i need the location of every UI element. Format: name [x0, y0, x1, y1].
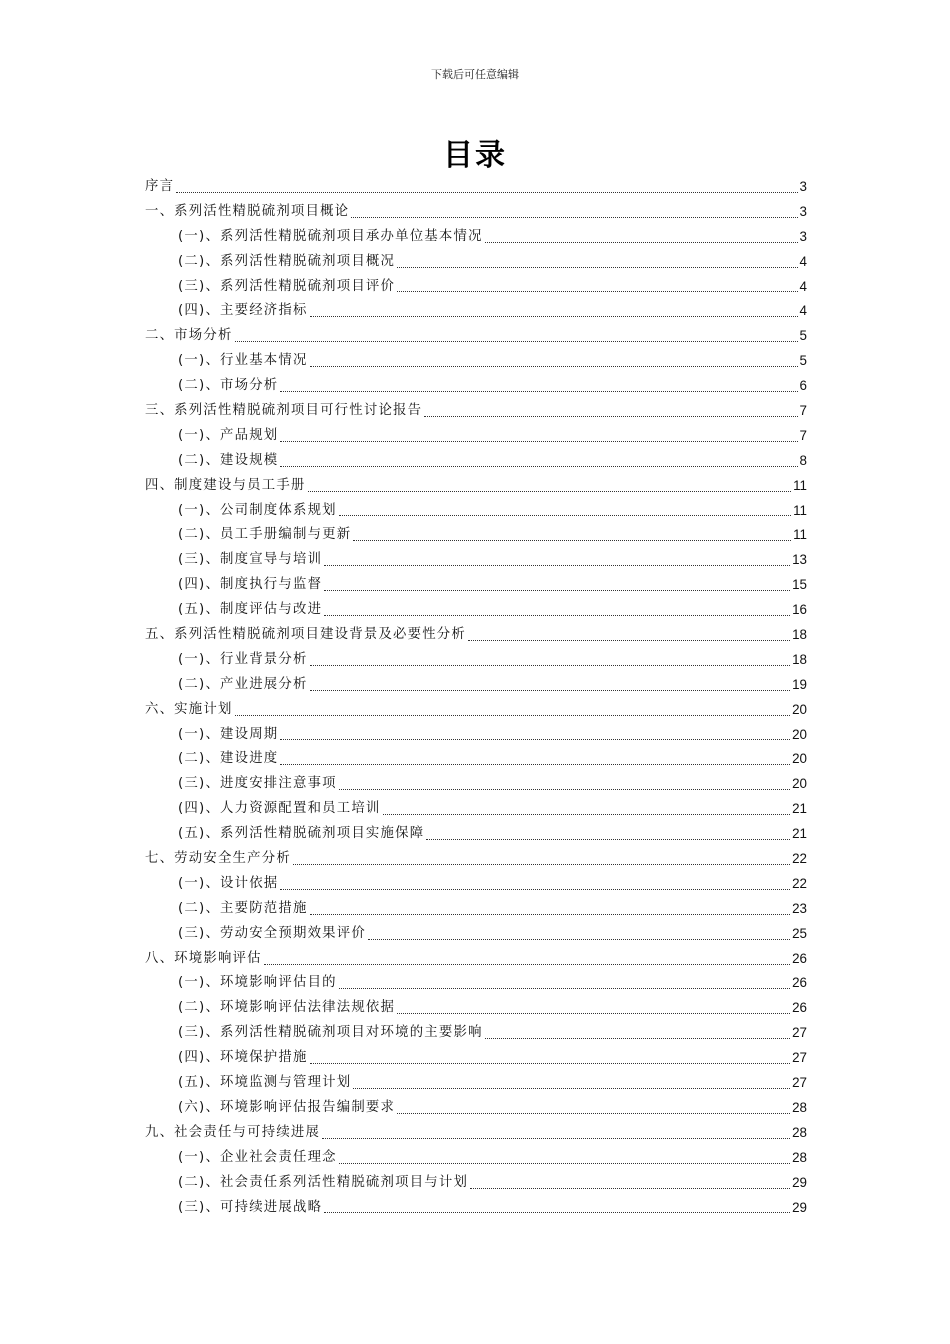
toc-page-number: 20: [792, 751, 807, 767]
toc-entry[interactable]: [145, 623, 807, 648]
toc-page-number: 4: [799, 303, 807, 319]
toc-entry[interactable]: [145, 1121, 807, 1146]
toc-page-number: 29: [792, 1199, 807, 1215]
toc-entry-label: (二)、建设进度: [178, 751, 279, 767]
toc-dot-leader: [176, 192, 797, 193]
toc-entry-label: 三、系列活性精脱硫剂项目可行性讨论报告: [145, 403, 423, 418]
toc-page-number: 23: [792, 900, 807, 916]
toc-entry-label: (三)、系列活性精脱硫剂项目评价: [178, 278, 396, 294]
toc-page-number: 19: [792, 676, 807, 692]
toc-dot-leader: [397, 267, 797, 268]
toc-entry[interactable]: [145, 548, 807, 573]
toc-entry-label: (一)、行业基本情况: [178, 353, 308, 369]
toc-entry[interactable]: [145, 250, 807, 275]
toc-dot-leader: [310, 914, 791, 915]
toc-dot-leader: [322, 1138, 790, 1139]
toc-entry[interactable]: [145, 1171, 807, 1196]
toc-page-number: 3: [799, 203, 807, 219]
toc-entry[interactable]: [145, 996, 807, 1021]
toc-page-number: 20: [792, 701, 807, 717]
toc-dot-leader: [310, 665, 791, 666]
toc-dot-leader: [426, 839, 790, 840]
toc-dot-leader: [324, 565, 790, 566]
page-header: 下载后可任意编辑: [431, 68, 519, 81]
toc-dot-leader: [280, 466, 797, 467]
toc-dot-leader: [468, 640, 790, 641]
toc-entry-label: (三)、进度安排注意事项: [178, 776, 337, 792]
toc-entry[interactable]: [145, 1046, 807, 1071]
toc-page-number: 29: [792, 1174, 807, 1190]
toc-entry-label: (一)、环境影响评估目的: [178, 975, 337, 991]
toc-page-number: 6: [799, 378, 807, 394]
toc-entry[interactable]: [145, 573, 807, 598]
toc-entry-label: 九、社会责任与可持续进展: [145, 1124, 321, 1140]
toc-dot-leader: [280, 739, 790, 740]
toc-entry-label: (四)、环境保护措施: [178, 1050, 308, 1066]
toc-page-number: 7: [799, 403, 807, 418]
toc-page-number: 15: [792, 577, 807, 593]
toc-entry[interactable]: [145, 399, 807, 424]
toc-entry[interactable]: [145, 972, 807, 997]
toc-entry-label: (二)、系列活性精脱硫剂项目概况: [178, 253, 396, 269]
toc-page-number: 4: [799, 278, 807, 294]
toc-page-number: 27: [792, 1025, 807, 1041]
toc-entry[interactable]: [145, 424, 807, 449]
toc-page-number: 8: [799, 452, 807, 468]
toc-entry-label: 八、环境影响评估: [145, 950, 262, 966]
toc-dot-leader: [324, 1212, 790, 1213]
toc-entry-label: 七、劳动安全生产分析: [145, 851, 291, 867]
toc-entry[interactable]: [145, 175, 807, 200]
toc-entry[interactable]: [145, 797, 807, 822]
toc-entry[interactable]: [145, 1196, 807, 1221]
toc-page-number: 27: [792, 1050, 807, 1066]
toc-entry[interactable]: [145, 1021, 807, 1046]
toc-entry-label: (一)、公司制度体系规划: [178, 502, 337, 518]
toc-page-number: 3: [799, 178, 807, 194]
toc-dot-leader: [397, 291, 797, 292]
toc-dot-leader: [310, 316, 798, 317]
toc-dot-leader: [280, 441, 797, 442]
toc-dot-leader: [235, 341, 798, 342]
toc-page-number: 25: [792, 925, 807, 941]
toc-entry[interactable]: [145, 374, 807, 399]
toc-page-number: 20: [792, 726, 807, 742]
toc-entry[interactable]: [145, 872, 807, 897]
toc-entry-label: (二)、社会责任系列活性精脱硫剂项目与计划: [178, 1174, 469, 1190]
toc-entry[interactable]: [145, 698, 807, 723]
toc-entry-label: 四、制度建设与员工手册: [145, 477, 306, 493]
toc-entry-label: (一)、行业背景分析: [178, 651, 308, 667]
toc-dot-leader: [339, 1163, 790, 1164]
toc-dot-leader: [339, 988, 790, 989]
toc-entry-label: (一)、产品规划: [178, 427, 279, 443]
toc-entry-label: (二)、市场分析: [178, 378, 279, 394]
toc-page-number: 18: [792, 651, 807, 667]
toc-entry[interactable]: [145, 723, 807, 748]
toc-dot-leader: [353, 540, 791, 541]
toc-dot-leader: [397, 1013, 790, 1014]
toc-entry-label: (四)、制度执行与监督: [178, 577, 323, 593]
toc-entry-label: (二)、产业进展分析: [178, 676, 308, 692]
table-of-contents: [145, 175, 807, 1220]
toc-entry-label: (二)、员工手册编制与更新: [178, 527, 352, 543]
toc-dot-leader: [424, 416, 797, 417]
toc-entry[interactable]: [145, 1071, 807, 1096]
toc-entry[interactable]: [145, 947, 807, 972]
toc-entry[interactable]: [145, 772, 807, 797]
toc-entry[interactable]: [145, 673, 807, 698]
toc-entry-label: 序言: [145, 178, 175, 194]
toc-entry-label: (三)、系列活性精脱硫剂项目对环境的主要影响: [178, 1025, 483, 1041]
toc-dot-leader: [308, 491, 792, 492]
toc-entry[interactable]: [145, 324, 807, 349]
toc-dot-leader: [293, 864, 790, 865]
toc-entry[interactable]: [145, 523, 807, 548]
toc-entry-label: (三)、制度宣导与培训: [178, 552, 323, 568]
toc-dot-leader: [485, 1038, 790, 1039]
toc-dot-leader: [280, 391, 797, 392]
toc-dot-leader: [324, 615, 790, 616]
toc-dot-leader: [339, 515, 791, 516]
toc-entry[interactable]: [145, 648, 807, 673]
toc-page-number: 26: [792, 950, 807, 966]
toc-dot-leader: [383, 814, 791, 815]
toc-entry-label: (二)、环境影响评估法律法规依据: [178, 1000, 396, 1016]
toc-dot-leader: [310, 690, 791, 691]
toc-page-number: 13: [792, 552, 807, 568]
toc-page-number: 16: [792, 602, 807, 618]
toc-entry[interactable]: [145, 299, 807, 324]
toc-entry-label: (三)、劳动安全预期效果评价: [178, 925, 366, 941]
toc-entry[interactable]: [145, 349, 807, 374]
page-title: 目录: [443, 138, 507, 173]
toc-entry[interactable]: [145, 847, 807, 872]
toc-entry-label: 五、系列活性精脱硫剂项目建设背景及必要性分析: [145, 627, 466, 643]
toc-dot-leader: [235, 715, 791, 716]
toc-page-number: 21: [792, 826, 807, 842]
toc-entry-label: (五)、系列活性精脱硫剂项目实施保障: [178, 826, 425, 842]
toc-dot-leader: [351, 217, 797, 218]
toc-entry[interactable]: [145, 922, 807, 947]
toc-entry-label: (二)、建设规模: [178, 452, 279, 468]
toc-entry[interactable]: [145, 449, 807, 474]
toc-page-number: 22: [792, 851, 807, 867]
toc-entry[interactable]: [145, 275, 807, 300]
toc-entry-label: (四)、人力资源配置和员工培训: [178, 801, 381, 817]
toc-page-number: 21: [792, 801, 807, 817]
toc-dot-leader: [353, 1088, 790, 1089]
toc-page-number: 28: [792, 1099, 807, 1115]
toc-entry[interactable]: [145, 1096, 807, 1121]
toc-entry-label: (一)、企业社会责任理念: [178, 1149, 337, 1165]
toc-page-number: 7: [799, 427, 807, 443]
toc-page-number: 5: [799, 353, 807, 369]
toc-entry-label: 一、系列活性精脱硫剂项目概论: [145, 203, 350, 219]
toc-dot-leader: [264, 964, 790, 965]
toc-page-number: 28: [792, 1124, 807, 1140]
toc-dot-leader: [397, 1113, 790, 1114]
toc-dot-leader: [470, 1188, 790, 1189]
toc-dot-leader: [280, 889, 790, 890]
toc-page-number: 4: [799, 253, 807, 269]
toc-entry-label: 二、市场分析: [145, 328, 233, 344]
toc-entry-label: (六)、环境影响评估报告编制要求: [178, 1099, 396, 1115]
toc-page-number: 26: [792, 975, 807, 991]
toc-dot-leader: [368, 939, 790, 940]
toc-entry-label: (一)、系列活性精脱硫剂项目承办单位基本情况: [178, 228, 483, 244]
toc-entry-label: (二)、主要防范措施: [178, 900, 308, 916]
toc-dot-leader: [339, 789, 790, 790]
toc-page-number: 27: [792, 1075, 807, 1091]
toc-entry[interactable]: [145, 598, 807, 623]
toc-entry-label: (五)、环境监测与管理计划: [178, 1075, 352, 1091]
toc-entry[interactable]: [145, 499, 807, 524]
toc-page-number: 18: [792, 627, 807, 643]
toc-dot-leader: [310, 366, 798, 367]
toc-dot-leader: [280, 764, 790, 765]
toc-page-number: 11: [793, 477, 807, 493]
toc-entry[interactable]: [145, 474, 807, 499]
toc-entry[interactable]: [145, 747, 807, 772]
toc-page-number: 26: [792, 1000, 807, 1016]
toc-entry[interactable]: [145, 225, 807, 250]
toc-entry-label: (一)、建设周期: [178, 726, 279, 742]
toc-entry[interactable]: [145, 1146, 807, 1171]
toc-entry-label: 六、实施计划: [145, 701, 233, 717]
toc-page-number: 22: [792, 875, 807, 891]
toc-entry-label: (三)、可持续进展战略: [178, 1199, 323, 1215]
toc-entry-label: (五)、制度评估与改进: [178, 602, 323, 618]
toc-entry[interactable]: [145, 897, 807, 922]
toc-page-number: 11: [793, 527, 807, 543]
toc-dot-leader: [324, 590, 790, 591]
toc-entry[interactable]: [145, 822, 807, 847]
toc-entry-label: (一)、设计依据: [178, 875, 279, 891]
toc-page-number: 3: [799, 228, 807, 244]
toc-page-number: 28: [792, 1149, 807, 1165]
toc-dot-leader: [485, 242, 798, 243]
toc-page-number: 20: [792, 776, 807, 792]
toc-entry-label: (四)、主要经济指标: [178, 303, 308, 319]
toc-page-number: 11: [793, 502, 807, 518]
toc-entry[interactable]: [145, 200, 807, 225]
toc-dot-leader: [310, 1063, 791, 1064]
toc-page-number: 5: [799, 328, 807, 344]
